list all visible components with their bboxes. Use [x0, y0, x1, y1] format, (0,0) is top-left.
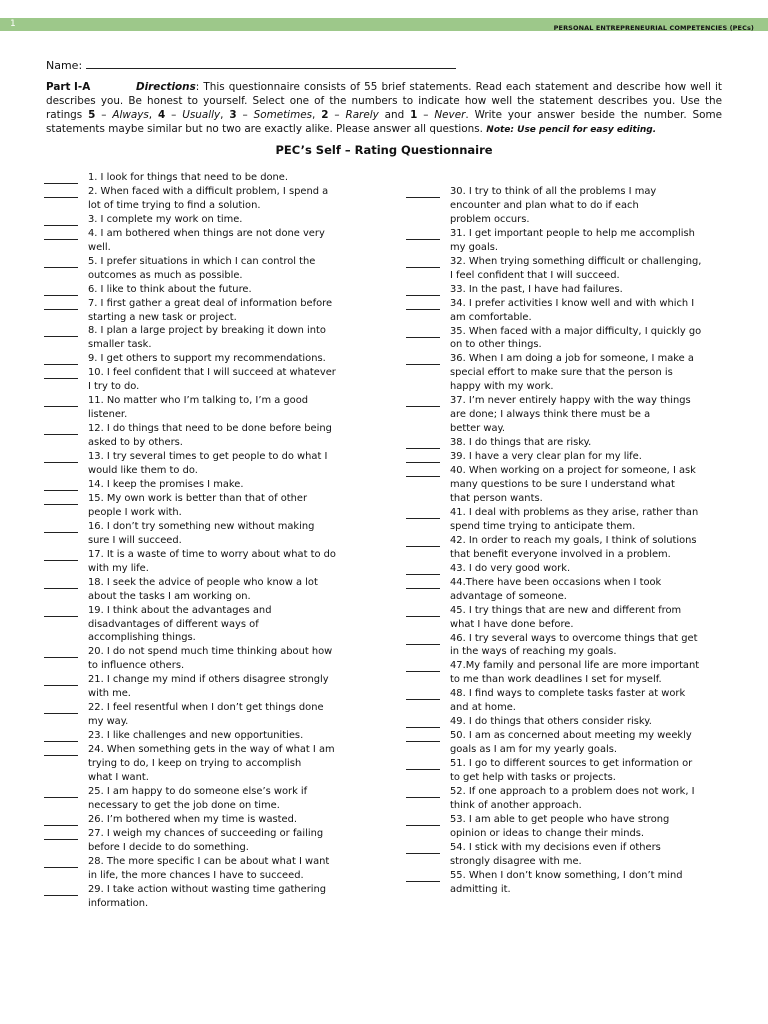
- answer-blank[interactable]: [44, 450, 78, 463]
- answer-blank[interactable]: [406, 785, 440, 798]
- question-item: [406, 604, 726, 632]
- directions-label: Directions: [136, 81, 196, 93]
- answer-blank[interactable]: [44, 827, 78, 840]
- question-text: 13. I try several times to get people to do what I would like them to do.: [88, 451, 328, 477]
- answer-blank[interactable]: [44, 255, 78, 268]
- answer-blank[interactable]: [44, 604, 78, 617]
- question-text: 26. I’m bothered when my time is wasted.: [88, 813, 298, 825]
- document-header-title: PERSONAL ENTREPRENEURIAL COMPETENCIES (PECs): [553, 24, 754, 32]
- question-text: 14. I keep the promises I make.: [88, 478, 244, 490]
- question-item: [44, 604, 364, 646]
- rating-3-label: Sometimes: [253, 109, 312, 121]
- question-text: 12. I do things that need to be done before being asked to by others.: [88, 423, 332, 449]
- question-item: [406, 297, 726, 325]
- question-text: 2. When faced with a difficult problem, I spend a lot of time trying to find a solution.: [88, 185, 329, 211]
- question-text: 1. I look for things that need to be done.: [88, 172, 289, 183]
- question-item: [44, 283, 364, 297]
- answer-blank[interactable]: [44, 492, 78, 505]
- answer-blank[interactable]: [44, 548, 78, 561]
- answer-blank[interactable]: [406, 394, 440, 407]
- question-text: 20. I do not spend much time thinking about how to influence others.: [88, 646, 333, 672]
- question-item: [44, 520, 364, 548]
- answer-blank[interactable]: [406, 729, 440, 742]
- question-text: 5. I prefer situations in which I can control the outcomes as much as possible.: [88, 255, 316, 281]
- answer-blank[interactable]: [44, 352, 78, 365]
- questions-right-column: [406, 185, 726, 897]
- directions-note: Note: Use pencil for easy editing.: [486, 125, 657, 135]
- rating-5: 5: [88, 109, 96, 121]
- question-item: [406, 506, 726, 534]
- question-item: [406, 576, 726, 604]
- question-item: [406, 464, 726, 506]
- question-item: [44, 366, 364, 394]
- questionnaire-title: PEC’s Self – Rating Questionnaire: [275, 143, 493, 157]
- question-text: 34. I prefer activities I know well and with which I am comfortable.: [450, 297, 695, 323]
- question-text: 53. I am able to get people who have strong opinion or ideas to change their minds.: [450, 813, 670, 839]
- question-text: 8. I plan a large project by breaking it down into smaller task.: [88, 325, 326, 351]
- answer-blank[interactable]: [406, 687, 440, 700]
- answer-blank[interactable]: [406, 841, 440, 854]
- question-item: [406, 785, 726, 813]
- question-item: [44, 324, 364, 352]
- question-text: 23. I like challenges and new opportunities.: [88, 730, 304, 742]
- question-text: 55. When I don’t know something, I don’t mind admitting it.: [450, 869, 683, 895]
- answer-blank[interactable]: [44, 283, 78, 296]
- answer-blank[interactable]: [44, 366, 78, 379]
- name-row: [46, 58, 456, 72]
- question-text: 10. I feel confident that I will succeed at whatever I try to do.: [88, 367, 336, 393]
- question-text: 31. I get important people to help me accomplish my goals.: [450, 227, 695, 253]
- answer-blank[interactable]: [44, 171, 78, 184]
- answer-blank[interactable]: [406, 227, 440, 240]
- question-text: 24. When something gets in the way of what I am trying to do, I keep on trying to accomplish what I want.: [88, 744, 335, 783]
- rating-5-label: Always: [112, 109, 149, 121]
- rating-4-label: Usually: [182, 109, 221, 121]
- question-item: [44, 673, 364, 701]
- answer-blank[interactable]: [406, 562, 440, 575]
- question-item: [44, 213, 364, 227]
- question-item: [44, 743, 364, 785]
- question-item: [406, 227, 726, 255]
- answer-blank[interactable]: [406, 450, 440, 463]
- answer-blank[interactable]: [44, 297, 78, 310]
- question-item: [406, 729, 726, 757]
- question-text: 45. I try things that are new and different from what I have done before.: [450, 604, 682, 630]
- question-item: [406, 450, 726, 464]
- question-text: 3. I complete my work on time.: [88, 213, 243, 225]
- question-text: 39. I have a very clear plan for my life.: [450, 451, 642, 463]
- answer-blank[interactable]: [406, 632, 440, 645]
- question-text: 7. I first gather a great deal of information before starting a new task or project.: [88, 297, 333, 323]
- question-text: 25. I am happy to do someone else’s work if necessary to get the job done on time.: [88, 785, 308, 811]
- question-text: 27. I weigh my chances of succeeding or failing before I decide to do something.: [88, 827, 324, 853]
- question-text: 18. I seek the advice of people who know a lot about the tasks I am working on.: [88, 576, 318, 602]
- answer-blank[interactable]: [406, 715, 440, 728]
- answer-blank[interactable]: [44, 785, 78, 798]
- answer-blank[interactable]: [44, 394, 78, 407]
- directions-text-continued: . Write your answer beside the number. Some statements maybe similar but no two are exactly alike. Please answer all questions.: [46, 109, 723, 135]
- answer-blank[interactable]: [44, 324, 78, 337]
- question-text: 54. I stick with my decisions even if others strongly disagree with me.: [450, 841, 661, 867]
- answer-blank[interactable]: [44, 227, 78, 240]
- question-text: 42. In order to reach my goals, I think of solutions that benefit everyone involved in a problem.: [450, 534, 697, 560]
- part-label: Part I-A: [46, 81, 91, 93]
- question-text: 6. I like to think about the future.: [88, 283, 252, 295]
- answer-blank[interactable]: [406, 464, 440, 477]
- question-text: 29. I take action without wasting time gathering information.: [88, 883, 327, 909]
- question-item: [44, 827, 364, 855]
- question-item: [406, 632, 726, 660]
- question-text: 30. I try to think of all the problems I may encounter and plan what to do if each problem occurs.: [450, 186, 657, 225]
- directions-paragraph: Part I-A Directions: This questionnaire consists of 55 brief statements. Read each statement and describe how well it describes you. Be honest to yourself. Select one of the numbers to indicate how well the statement describes you. Use the ratings 5 – Always, 4 – Usually, 3 – Sometimes, 2 – Rarely and 1 – Never. Write your answer beside the number. Some statements maybe similar but no two are exactly alike. Please answer all questions. Note: Use pencil for easy editing.: [46, 81, 723, 135]
- question-item: [406, 436, 726, 450]
- answer-blank[interactable]: [44, 478, 78, 491]
- answer-blank[interactable]: [406, 255, 440, 268]
- question-text: 46. I try several ways to overcome things that get in the ways of reaching my goals.: [450, 632, 698, 658]
- question-text: 51. I go to different sources to get information or to get help with tasks or projects.: [450, 758, 693, 784]
- answer-blank[interactable]: [406, 352, 440, 365]
- rating-2-label: Rarely: [345, 109, 379, 121]
- question-text: 38. I do things that are risky.: [450, 437, 592, 449]
- question-item: [406, 813, 726, 841]
- question-item: [44, 185, 364, 213]
- question-text: 50. I am as concerned about meeting my weekly goals as I am for my yearly goals.: [450, 730, 692, 756]
- answer-blank[interactable]: [44, 813, 78, 826]
- question-item: [406, 283, 726, 297]
- question-item: [44, 171, 364, 185]
- question-text: 48. I find ways to complete tasks faster at work and at home.: [450, 688, 686, 714]
- question-item: [44, 645, 364, 673]
- question-item: [406, 534, 726, 562]
- answer-blank[interactable]: [44, 645, 78, 658]
- question-item: [406, 687, 726, 715]
- page-number: 1: [10, 19, 16, 29]
- question-item: [44, 297, 364, 325]
- question-text: 9. I get others to support my recommendations.: [88, 353, 326, 365]
- name-field[interactable]: [86, 58, 456, 69]
- question-text: 22. I feel resentful when I don’t get things done my way.: [88, 702, 324, 728]
- answer-blank[interactable]: [44, 729, 78, 742]
- question-text: 47.My family and personal life are more important to me than work deadlines I set for myself.: [450, 660, 700, 686]
- name-label: Name:: [46, 59, 83, 72]
- question-text: 33. In the past, I have had failures.: [450, 283, 623, 295]
- rating-1: 1: [410, 109, 418, 121]
- question-item: [406, 325, 726, 353]
- question-item: [406, 757, 726, 785]
- rating-3: 3: [229, 109, 237, 121]
- answer-blank[interactable]: [44, 576, 78, 589]
- question-item: [44, 255, 364, 283]
- question-item: [406, 869, 726, 897]
- question-text: 11. No matter who I’m talking to, I’m a good listener.: [88, 395, 309, 421]
- answer-blank[interactable]: [406, 297, 440, 310]
- question-text: 28. The more specific I can be about what I want in life, the more chances I have to succeed.: [88, 855, 330, 881]
- question-text: 17. It is a waste of time to worry about what to do with my life.: [88, 548, 336, 574]
- answer-blank[interactable]: [406, 659, 440, 672]
- question-text: 37. I’m never entirely happy with the way things are done; I always think there must be a better way.: [450, 395, 691, 435]
- question-text: 49. I do things that others consider risky.: [450, 716, 652, 728]
- question-item: [44, 576, 364, 604]
- question-item: [44, 701, 364, 729]
- question-item: [406, 352, 726, 394]
- answer-blank[interactable]: [44, 883, 78, 896]
- question-item: [44, 227, 364, 255]
- question-item: [406, 715, 726, 729]
- answer-blank[interactable]: [44, 855, 78, 868]
- answer-blank[interactable]: [44, 422, 78, 435]
- question-text: 40. When working on a project for someone, I ask many questions to be sure I understand what that person wants.: [450, 465, 696, 504]
- answer-blank[interactable]: [406, 576, 440, 589]
- answer-blank[interactable]: [406, 436, 440, 449]
- question-item: [44, 883, 364, 911]
- answer-blank[interactable]: [406, 325, 440, 338]
- question-text: 44.There have been occasions when I took advantage of someone.: [450, 576, 662, 602]
- question-item: [406, 659, 726, 687]
- question-item: [44, 422, 364, 450]
- answer-blank[interactable]: [44, 185, 78, 198]
- directions-text: : This questionnaire consists of 55 brief statements. Read each statement and describe how well it describes you. Be honest to yourself. Select one of the numbers to indicate how well the statement describes you. Use the ratings: [46, 81, 722, 121]
- answer-blank[interactable]: [44, 743, 78, 756]
- question-item: [44, 450, 364, 478]
- question-item: [44, 813, 364, 827]
- question-item: [44, 478, 364, 492]
- question-text: 19. I think about the advantages and disadvantages of different ways of accomplishing things.: [88, 604, 272, 644]
- question-item: [44, 492, 364, 520]
- question-item: [406, 185, 726, 227]
- answer-blank[interactable]: [406, 185, 440, 198]
- question-text: 4. I am bothered when things are not done very well.: [88, 227, 325, 253]
- question-item: [44, 548, 364, 576]
- questions-left-column: [44, 171, 364, 911]
- answer-blank[interactable]: [406, 534, 440, 547]
- answer-blank[interactable]: [406, 604, 440, 617]
- question-text: 21. I change my mind if others disagree strongly with me.: [88, 674, 329, 700]
- question-text: 32. When trying something difficult or challenging, I feel confident that I will succeed.: [450, 255, 702, 281]
- answer-blank[interactable]: [406, 283, 440, 296]
- question-item: [44, 729, 364, 743]
- answer-blank[interactable]: [44, 520, 78, 533]
- question-item: [44, 855, 364, 883]
- question-text: 43. I do very good work.: [450, 562, 571, 574]
- answer-blank[interactable]: [44, 213, 78, 226]
- answer-blank[interactable]: [406, 757, 440, 770]
- question-item: [406, 562, 726, 576]
- question-text: 15. My own work is better than that of other people I work with.: [88, 492, 308, 518]
- rating-1-label: Never: [434, 109, 466, 121]
- question-text: 35. When faced with a major difficulty, I quickly go on to other things.: [450, 325, 702, 351]
- question-item: [406, 841, 726, 869]
- answer-blank[interactable]: [406, 869, 440, 882]
- answer-blank[interactable]: [406, 813, 440, 826]
- question-text: 36. When I am doing a job for someone, I make a special effort to make sure that the person is happy with my work.: [450, 353, 694, 393]
- question-text: 16. I don’t try something new without making sure I will succeed.: [88, 520, 315, 546]
- rating-2: 2: [321, 109, 329, 121]
- question-item: [44, 352, 364, 366]
- question-item: [406, 394, 726, 436]
- question-item: [44, 785, 364, 813]
- question-text: 52. If one approach to a problem does not work, I think of another approach.: [450, 785, 695, 811]
- answer-blank[interactable]: [406, 506, 440, 519]
- rating-4: 4: [158, 109, 166, 121]
- question-item: [406, 255, 726, 283]
- question-item: [44, 394, 364, 422]
- answer-blank[interactable]: [44, 701, 78, 714]
- answer-blank[interactable]: [44, 673, 78, 686]
- question-text: 41. I deal with problems as they arise, rather than spend time trying to anticipate them.: [450, 506, 699, 532]
